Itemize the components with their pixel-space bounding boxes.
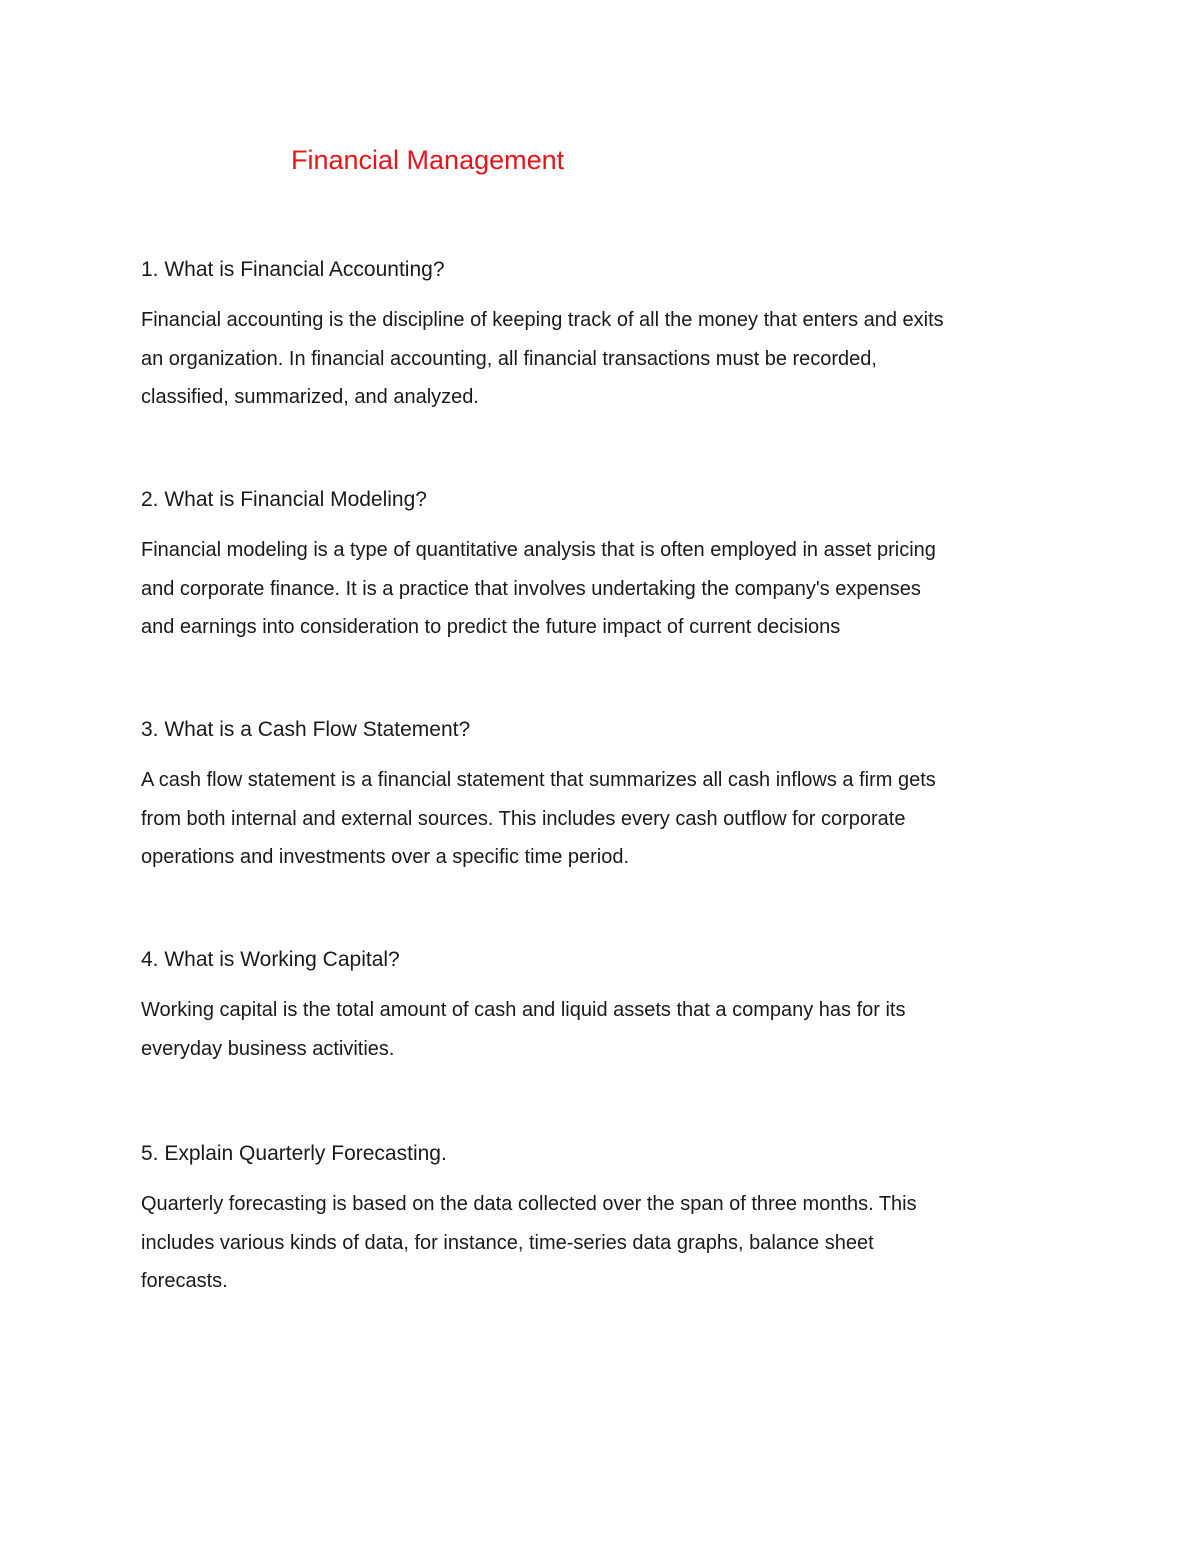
answer-line: and corporate finance. It is a practice that involves undertaking the company's expenses (141, 577, 921, 600)
answer-line: Quarterly forecasting is based on the data collected over the span of three months. This (141, 1193, 917, 1215)
answer-paragraph (141, 531, 1061, 647)
question-heading: 5. Explain Quarterly Forecasting. (141, 1142, 447, 1165)
answer-line: from both internal and external sources. This includes every cash outflow for corporate (141, 807, 906, 830)
answer-line: A cash flow statement is a financial statement that summarizes all cash inflows a firm gets (141, 769, 936, 791)
qa-section-cash-flow-statement (141, 713, 1061, 877)
answer-line: everyday business activities. (141, 1037, 395, 1060)
answer-line: operations and investments over a specific time period. (141, 846, 630, 868)
answer-line: classified, summarized, and analyzed. (141, 386, 479, 408)
answer-line: includes various kinds of data, for instance, time-series data graphs, balance sheet (141, 1231, 874, 1254)
answer-line: Financial modeling is a type of quantitative analysis that is often employed in asset pricing (141, 539, 936, 561)
qa-section-financial-accounting (141, 253, 1061, 417)
qa-section-quarterly-forecasting (141, 1137, 1061, 1301)
answer-line: Financial accounting is the discipline of keeping track of all the money that enters and exits (141, 309, 944, 331)
qa-section-working-capital (141, 943, 1061, 1068)
question-heading: 1. What is Financial Accounting? (141, 258, 445, 281)
answer-paragraph (141, 1185, 1061, 1301)
answer-line: forecasts. (141, 1270, 228, 1292)
answer-paragraph (141, 761, 1061, 877)
answer-paragraph (141, 991, 1061, 1068)
answer-line: Working capital is the total amount of cash and liquid assets that a company has for its (141, 999, 906, 1021)
answer-line: and earnings into consideration to predict the future impact of current decisions (141, 616, 841, 638)
page-title: Financial Management (291, 145, 565, 175)
qa-section-financial-modeling (141, 483, 1061, 647)
answer-paragraph (141, 301, 1061, 417)
question-heading: 4. What is Working Capital? (141, 948, 400, 971)
question-heading: 3. What is a Cash Flow Statement? (141, 718, 471, 741)
answer-line: an organization. In financial accounting, all financial transactions must be recorded, (141, 347, 877, 370)
question-heading: 2. What is Financial Modeling? (141, 488, 427, 511)
